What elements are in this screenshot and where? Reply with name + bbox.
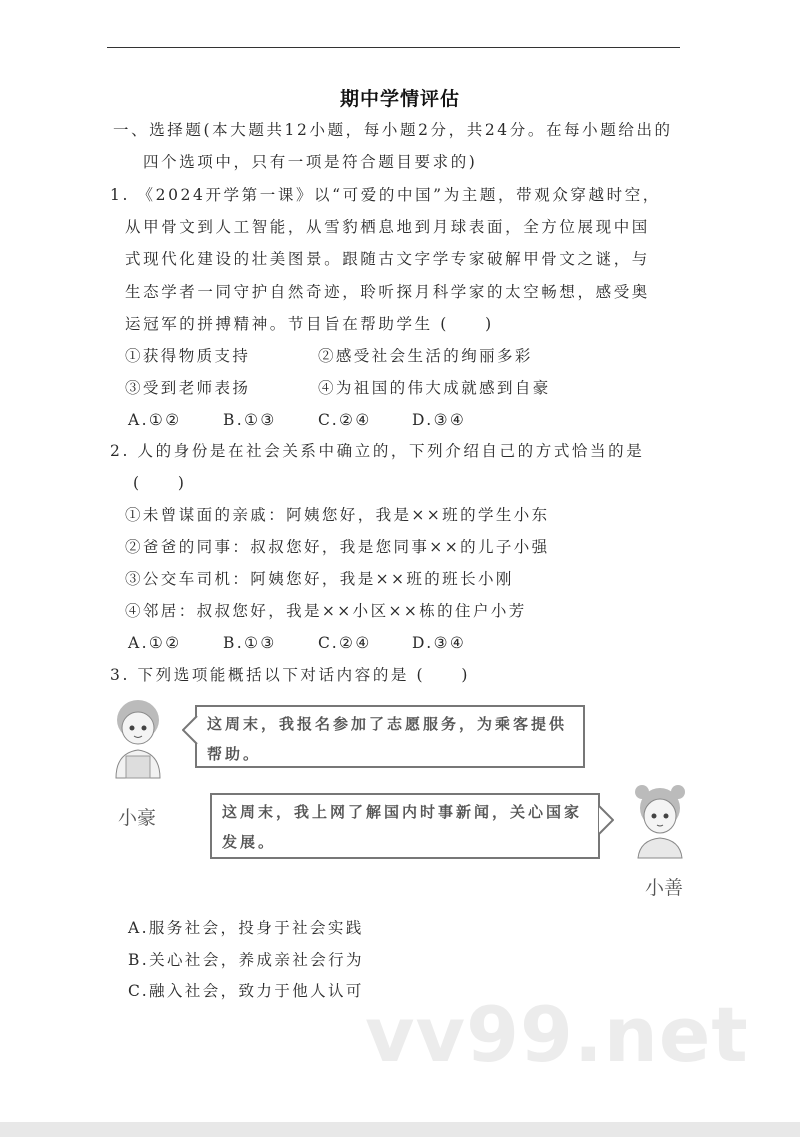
speaker-name-xiaoshan: 小善 xyxy=(645,877,684,899)
boy-illustration-icon xyxy=(108,698,168,783)
q2-item: ②爸爸的同事：叔叔您好，我是您同事××的儿子小强 xyxy=(125,538,550,556)
dialog-text: 这周末，我上网了解国内时事新闻，关心国家发展。 xyxy=(222,803,583,851)
q2-item: ③公交车司机：阿姨您好，我是××班的班长小刚 xyxy=(125,570,514,588)
q1-stem: 1. 《2024开学第一课》以“可爱的中国”为主题，带观众穿越时空， xyxy=(110,186,661,204)
speaker-name-xiaohao: 小豪 xyxy=(118,807,157,829)
q2-item: ④邻居：叔叔您好，我是××小区××栋的住户小芳 xyxy=(125,602,527,620)
q1-stem: 生态学者一同守护自然奇迹，聆听探月科学家的太空畅想，感受奥 xyxy=(125,283,650,301)
q1-item: ②感受社会生活的绚丽多彩 xyxy=(318,347,533,365)
girl-illustration-icon xyxy=(632,780,688,862)
watermark: vv99.net xyxy=(365,990,749,1079)
q2-item: ①未曾谋面的亲戚：阿姨您好，我是××班的学生小东 xyxy=(125,506,550,524)
q2-stem: 2. 人的身份是在社会关系中确立的，下列介绍自己的方式恰当的是 xyxy=(110,442,645,460)
q2-choice-d: D.③④ xyxy=(412,634,467,652)
q2-stem-paren: ( ) xyxy=(133,474,187,492)
q1-choice-b: B.①③ xyxy=(223,411,277,429)
q1-choice-d: D.③④ xyxy=(412,411,467,429)
q1-item: ①获得物质支持 xyxy=(125,347,251,365)
section-instruction: 一、选择题(本大题共12小题，每小题2分，共24分。在每小题给出的 xyxy=(113,121,673,139)
q1-stem: 运冠军的拼搏精神。节目旨在帮助学生 ( ) xyxy=(125,315,494,333)
q1-stem: 式现代化建设的壮美图景。跟随古文字学专家破解甲骨文之谜，与 xyxy=(125,250,650,268)
section-instruction-cont: 四个选项中，只有一项是符合题目要求的) xyxy=(143,153,478,171)
bubble-pointer-right xyxy=(598,805,614,835)
speech-bubble-xiaohao xyxy=(195,705,585,768)
q1-choice-c: C.②④ xyxy=(318,411,372,429)
page-bottom-edge xyxy=(0,1122,800,1137)
bubble-pointer-left xyxy=(182,715,198,745)
header-rule xyxy=(107,47,680,48)
speech-bubble-xiaoshan xyxy=(210,793,600,859)
page-title: 期中学情评估 xyxy=(339,88,460,110)
q1-item: ④为祖国的伟大成就感到自豪 xyxy=(318,379,551,397)
q1-stem: 从甲骨文到人工智能，从雪豹栖息地到月球表面，全方位展现中国 xyxy=(125,218,650,236)
q2-choice-a: A.①② xyxy=(128,634,182,652)
q2-choice-c: C.②④ xyxy=(318,634,372,652)
q3-stem: 3. 下列选项能概括以下对话内容的是 ( ) xyxy=(110,666,471,684)
q3-choice-b: B.关心社会，养成亲社会行为 xyxy=(128,951,364,969)
dialog-text: 这周末，我报名参加了志愿服务，为乘客提供帮助。 xyxy=(207,715,568,763)
q3-choice-a: A.服务社会，投身于社会实践 xyxy=(128,919,364,937)
q1-choice-a: A.①② xyxy=(128,411,182,429)
q2-choice-b: B.①③ xyxy=(223,634,277,652)
q1-item: ③受到老师表扬 xyxy=(125,379,251,397)
q3-choice-c: C.融入社会，致力于他人认可 xyxy=(128,982,364,1000)
